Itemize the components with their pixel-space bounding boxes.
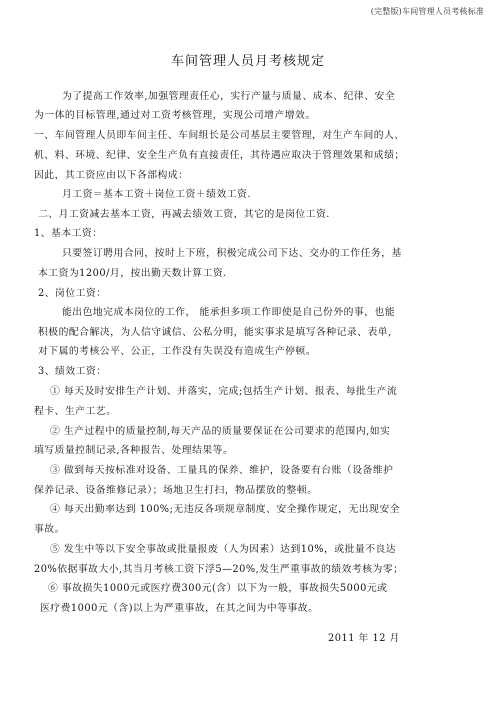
body-line: 3、绩效工资：	[38, 366, 107, 377]
document-date: 2011 年 12 月	[328, 633, 400, 644]
body-line: 积极的配合解决，为人信守诚信、公私分明，能实事求是填写各种记录、表单,	[38, 327, 392, 338]
body-line: ③ 做到每天按标准对设备、工量具的保养、维护，设备要有台账（设备维护	[50, 465, 394, 476]
body-line: 因此，其工资应由以下各部构成：	[34, 170, 189, 181]
body-line: 为一体的目标管理,通过对工资考核管理，实现公司增产增效。	[34, 110, 316, 121]
body-line: 只要签订聘用合同，按时上下班，积极完成公司下达、交办的工作任务，基	[62, 248, 402, 259]
body-line: ⑤ 发生中等以下安全事故或批量报废（人为因素）达到10%，或批量不良达	[50, 544, 397, 555]
body-line: 1、基本工资：	[34, 228, 103, 239]
body-line: 事故。	[34, 524, 65, 535]
header-doc-title: (完整版)车间管理人员考核标准	[370, 7, 484, 16]
body-line: ① 每天及时安排生产计划、并落实，完成;包括生产计划、报表、每批生产流	[50, 386, 398, 397]
body-line: 2、岗位工资：	[38, 288, 107, 299]
body-line: 月工资＝基本工资＋岗位工资＋绩效工资.	[62, 189, 251, 200]
body-line: 填写质量控制记录,各种报告、处理结果等。	[34, 445, 234, 456]
body-line: 为了提高工作效率,加强管理责任心，实行产量与质量、成本、纪律、安全	[62, 91, 396, 102]
body-line: ④ 每天出勤率达到 100%;无违反各项规章制度、安全操作规定，无出现安全	[50, 504, 400, 515]
body-line: ② 生产过程中的质量控制,每天产品的质量要保证在公司要求的范围内,如实	[50, 426, 391, 437]
body-line: 能出色地完成本岗位的工作， 能承担多项工作即使是自己份外的事，也能	[62, 307, 396, 318]
document-title: 车间管理人员月考核规定	[170, 54, 325, 69]
body-line: 机、料、环境、纪律、安全生产负有直接责任，其待遇应取决于管理效果和成绩；	[34, 150, 405, 161]
body-line: 一、车间管理人员即车间主任、车间组长是公司基层主要管理，对生产车间的人、	[34, 130, 405, 141]
body-line: 本工资为1200/月，按出勤天数计算工资.	[38, 268, 227, 279]
body-line: 二、月工资减去基本工资，再减去绩效工资，其它的是岗位工资.	[38, 209, 330, 220]
body-line: ⑥ 事故损失1000元或医疗费300元(含）以下为一般，事故损失5000元或	[48, 583, 388, 594]
body-line: 保养记录、设备维修记录）；场地卫生打扫，物品摆放的整顿。	[34, 485, 318, 496]
body-line: 程卡、生产工艺。	[34, 406, 117, 417]
body-line: 对下属的考核公平、公正，工作没有失误没有造成生产停顿。	[38, 346, 317, 357]
body-line: 医疗费1000元（含)以上为严重事故，在其之间为中等事故。	[40, 603, 319, 614]
body-line: 20%依据事故大小,其当月考核工资下浮5—20%,发生严重事故的绩效考核为零；	[34, 564, 404, 575]
